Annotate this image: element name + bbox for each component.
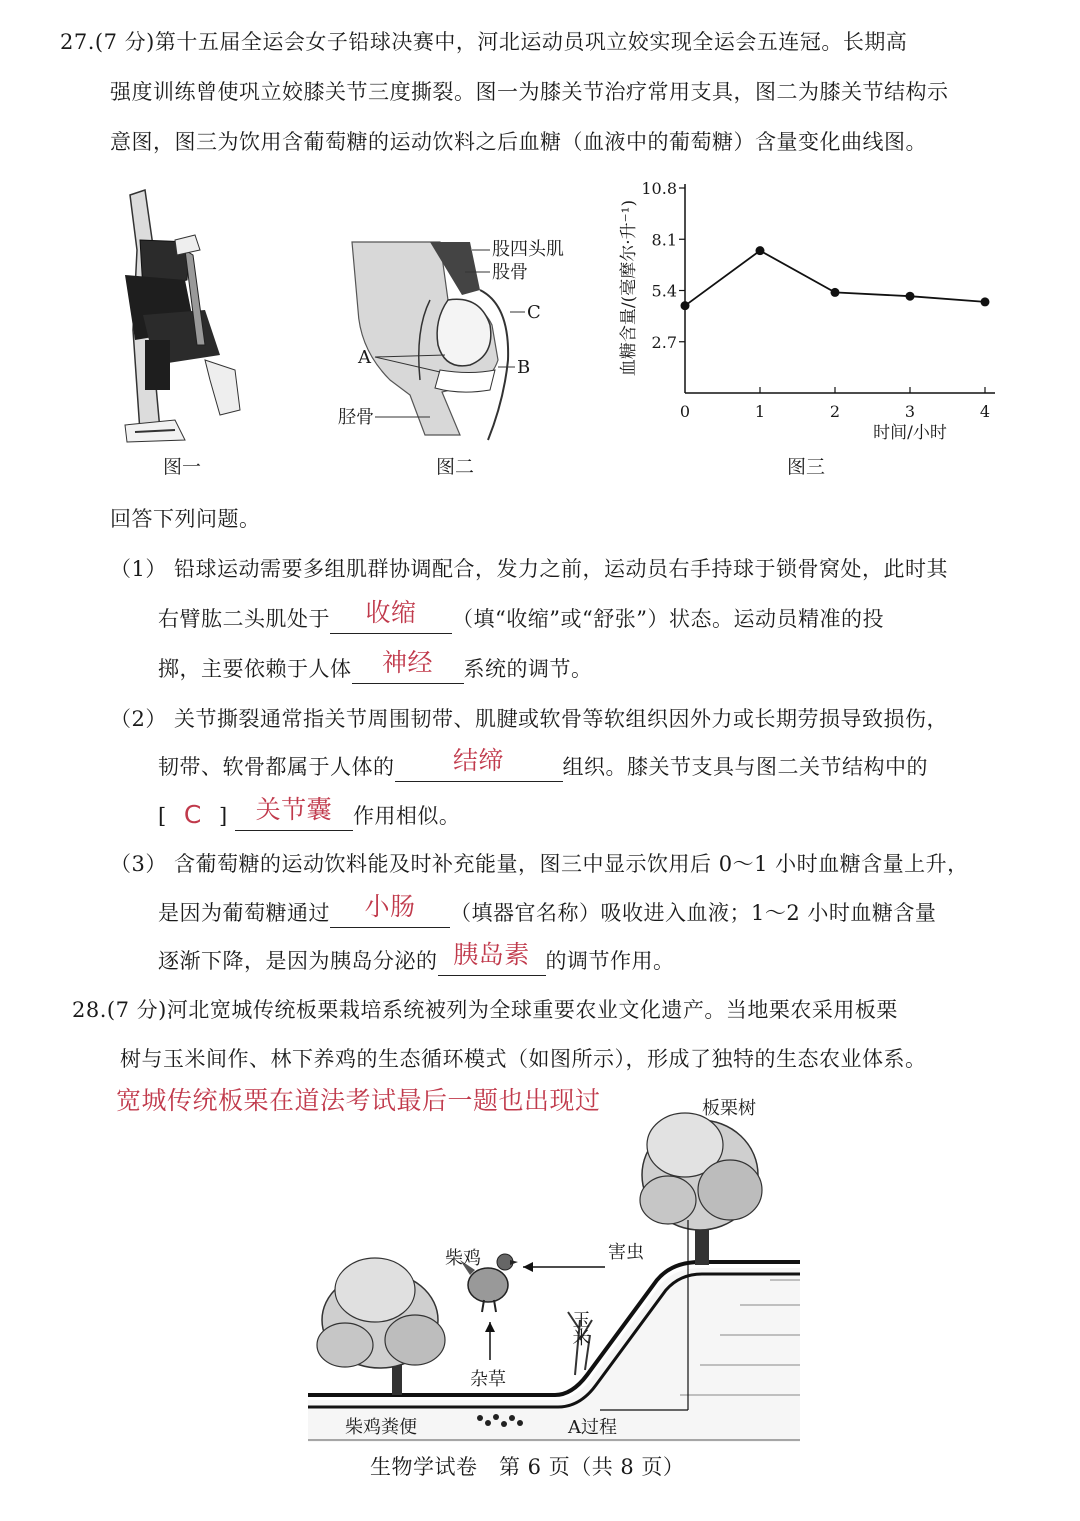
q28-number: 28. (72, 998, 107, 1022)
figure-2-knee-joint-diagram (330, 230, 580, 450)
q27-part2-bracket-close: ] (219, 804, 228, 828)
chart-y-tick-label: 8.1 (651, 230, 677, 250)
q27-intro-line-3: 意图，图三为饮用含葡萄糖的运动饮料之后血糖（血液中的葡萄糖）含量变化曲线图。 (110, 130, 927, 154)
q27-part3-text-d: 的调节作用。 (545, 949, 675, 973)
q27-part1-text-b: （填“收缩”或“舒张”）状态。运动员精准的投 (452, 607, 884, 631)
q27-intro-line-1 (60, 27, 907, 57)
q27-part2-line-3 (158, 795, 461, 831)
chart-xlabel: 时间/小时 (873, 423, 947, 443)
answer-prompt: 回答下列问题。 (110, 507, 261, 531)
q27-score: (7 分) (94, 30, 155, 54)
label-corn: 玉米 (569, 1310, 591, 1346)
q28-intro-line-2: 树与玉米间作、林下养鸡的生态循环模式（如图所示），形成了独特的生态农业体系。 (120, 1047, 927, 1071)
fig2-label-tibia: 胫骨 (338, 407, 374, 428)
chart-x-tick-label: 4 (979, 402, 991, 421)
q27-part1-blank-2[interactable] (352, 648, 464, 684)
q27-part2-text-a: 韧带、软骨都属于人体的 (158, 755, 395, 779)
q27-part3-text-c: 逐渐下降，是因为胰岛分泌的 (158, 949, 438, 973)
q27-part2-blank-1[interactable] (395, 746, 563, 782)
q27-part2-blank-2[interactable] (235, 795, 353, 831)
label-process-a: A过程 (568, 1417, 617, 1438)
label-chicken: 柴鸡 (445, 1248, 481, 1269)
q27-intro-line-2: 强度训练曾使巩立姣膝关节三度撕裂。图一为膝关节治疗常用支具，图二为膝关节结构示 (110, 80, 949, 104)
fig2-label-b: B (517, 357, 531, 378)
fig2-label-femur: 股骨 (492, 262, 528, 283)
chart-x-tick-label: 2 (829, 402, 841, 421)
chart-ylabel: 血糖含量/(毫摩尔·升⁻¹) (619, 199, 639, 377)
q27-part2-answer-1: 结缔 (452, 746, 504, 775)
chart-data-point (831, 288, 840, 297)
page-footer: 生物学试卷 第 6 页（共 8 页） (370, 1455, 685, 1479)
q27-part1-answer-2: 神经 (381, 648, 433, 677)
q27-number: 27. (60, 30, 95, 54)
chart-data-point (906, 292, 915, 301)
handwritten-note: 宽城传统板栗在道法考试最后一题也出现过 (116, 1086, 601, 1115)
q28-score: (7 分) (106, 998, 167, 1022)
q27-part1-blank-1[interactable] (330, 598, 452, 634)
eco-farming-diagram (300, 1090, 805, 1442)
figure-1-caption: 图一 (163, 456, 202, 478)
figure-2-caption: 图二 (436, 456, 475, 478)
q27-part3-blank-1[interactable] (330, 892, 450, 928)
figure-1-knee-brace (115, 180, 255, 450)
q27-part3-line-2 (158, 892, 937, 928)
chart-y-tick-label: 10.8 (641, 179, 677, 198)
q27-part3-answer-2: 胰岛素 (453, 940, 530, 969)
q27-intro-text-1: 第十五届全运会女子铅球决赛中，河北运动员巩立姣实现全运会五连冠。长期高 (154, 30, 908, 54)
q27-part2-line-1: （2） 关节撕裂通常指关节周围韧带、肌腱或软骨等软组织因外力或长期劳损导致损伤， (110, 707, 949, 731)
chart-data-point (981, 297, 990, 306)
q27-part1-text-d: 系统的调节。 (463, 657, 593, 681)
q27-part3-text-b: （填器官名称）吸收进入血液；1～2 小时血糖含量 (450, 901, 937, 925)
figure-3-caption: 图三 (787, 456, 826, 478)
figure-3-blood-glucose-chart (610, 178, 1020, 448)
chart-x-tick-label: 0 (679, 402, 691, 421)
q27-part3-answer-1: 小肠 (364, 892, 416, 921)
chart-y-tick-label: 2.7 (651, 332, 677, 352)
label-chicken-manure: 柴鸡粪便 (345, 1417, 417, 1438)
q28-intro-text-1: 河北宽城传统板栗栽培系统被列为全球重要农业文化遗产。当地栗农采用板栗 (166, 998, 898, 1022)
chart-series-line (685, 251, 985, 306)
chart-data-point (681, 301, 690, 310)
fig2-label-quadriceps: 股四头肌 (492, 239, 564, 260)
q27-part2-text-b: 组织。膝关节支具与图二关节结构中的 (562, 755, 928, 779)
q27-part2-line-2 (158, 746, 928, 782)
q27-part3-blank-2[interactable] (438, 940, 546, 976)
fig2-label-a: A (358, 347, 371, 368)
label-weeds: 杂草 (470, 1369, 506, 1390)
q27-part1-text-a: 右臂肱二头肌处于 (158, 607, 330, 631)
q27-part1-answer-1: 收缩 (365, 598, 417, 627)
q27-part3-line-3 (158, 940, 675, 976)
q27-part1-line-3 (158, 648, 593, 684)
fig2-label-c: C (527, 302, 541, 323)
label-pest: 害虫 (608, 1242, 644, 1263)
q27-part2-text-c: 作用相似。 (352, 804, 461, 828)
chart-x-tick-label: 1 (754, 402, 766, 421)
q27-part1-line-2 (158, 598, 884, 634)
q27-part1-line-1: （1） 铅球运动需要多组肌群协调配合，发力之前，运动员右手持球于锁骨窝处，此时其 (110, 557, 949, 581)
q27-part2-answer-2: 关节囊 (255, 795, 333, 824)
q28-intro-line-1 (72, 995, 898, 1025)
q27-part3-text-a: 是因为葡萄糖通过 (158, 901, 330, 925)
q27-part2-bracket-open: [ (158, 804, 167, 828)
q27-part2-answer-letter[interactable]: C (183, 800, 202, 829)
q27-part3-line-1: （3） 含葡萄糖的运动饮料能及时补充能量，图三中显示饮用后 0～1 小时血糖含量上升， (110, 852, 969, 876)
chart-data-point (756, 246, 765, 255)
label-chestnut-tree: 板栗树 (702, 1098, 756, 1119)
q27-part1-text-c: 掷，主要依赖于人体 (158, 657, 352, 681)
chart-x-tick-label: 3 (904, 402, 916, 421)
chart-y-tick-label: 5.4 (651, 281, 677, 301)
